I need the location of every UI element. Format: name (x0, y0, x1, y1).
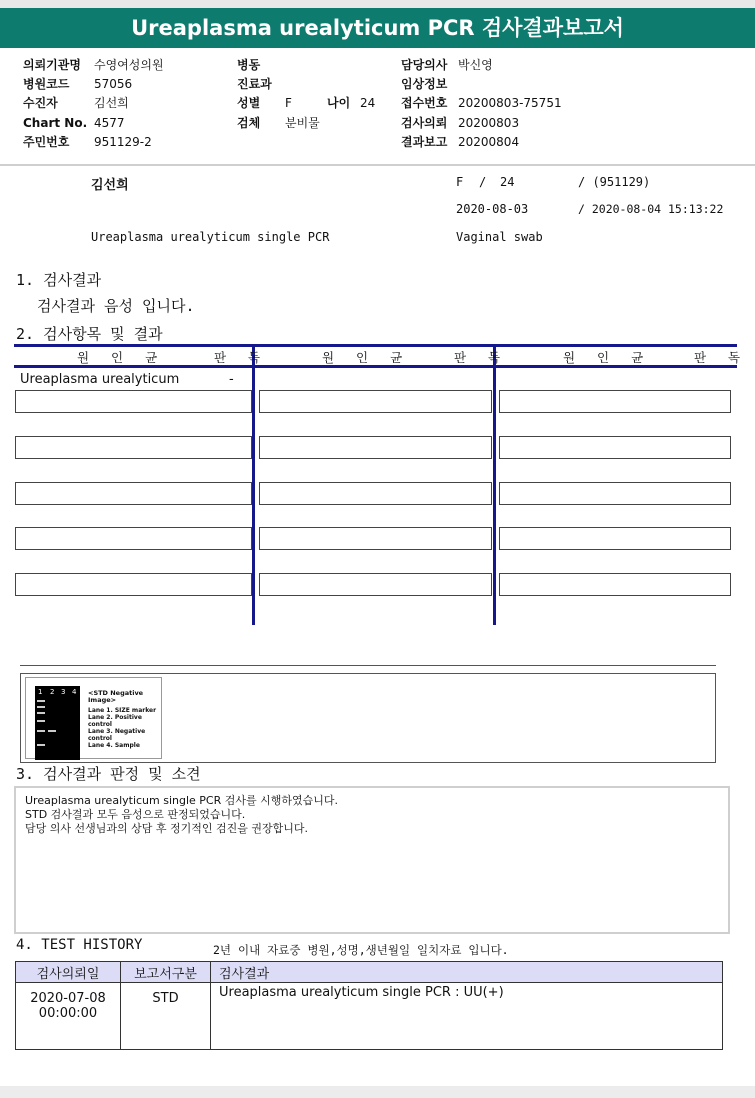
col-judgement-2: 판 독 (454, 350, 510, 365)
value-doctor: 박신영 (458, 58, 493, 72)
label-hospital-code: 병원코드 (23, 77, 70, 92)
label-institution: 의뢰기관명 (23, 58, 81, 72)
gel-legend-item: Lane 4. Sample (88, 742, 140, 749)
value-report-date: 20200804 (458, 134, 520, 149)
history-result: Ureaplasma urealyticum single PCR : UU(+) (211, 983, 723, 1050)
summary-specimen: Vaginal swab (456, 230, 543, 244)
opinion-box (14, 786, 730, 934)
summary-age: 24 (500, 175, 515, 189)
header-col-1 (23, 56, 164, 152)
gel-image-box (20, 673, 716, 763)
result-cell (15, 482, 252, 505)
gel-legend (88, 690, 161, 749)
results-table-divider-1 (252, 344, 255, 625)
section-2-heading: 2. 검사항목 및 결과 (16, 325, 163, 343)
result-cell (499, 482, 731, 505)
result-cell (259, 436, 492, 459)
label-sex: 성별 (237, 96, 261, 111)
value-specimen: 분비물 (285, 115, 320, 130)
gel-legend-item: Lane 1. SIZE marker (88, 707, 157, 714)
result-cell (499, 390, 731, 413)
result-cell (499, 573, 731, 596)
result-cell (15, 436, 252, 459)
table-row (16, 983, 723, 1050)
section-1-result: 검사결과 음성 입니다. (37, 297, 195, 315)
result-cell (15, 527, 252, 550)
value-institution: 수영여성의원 (94, 58, 164, 72)
value-request-date: 20200803 (458, 115, 520, 130)
header-divider (0, 164, 755, 166)
summary-request-date: 2020-08-03 (456, 202, 529, 216)
col-pathogen-2: 원 인 균 (322, 350, 412, 365)
result-judgement: - (229, 372, 234, 387)
history-table (15, 961, 723, 1050)
history-time: 00:00:00 (38, 1006, 98, 1021)
history-date: 2020-07-08 (30, 991, 106, 1006)
label-patient: 수진자 (23, 96, 58, 111)
opinion-line: 담당 의사 선생님과의 상담 후 정기적인 검진을 권장합니다. (25, 822, 308, 835)
value-receipt-no: 20200803-75751 (458, 96, 562, 111)
result-cell (499, 436, 731, 459)
history-type: STD (121, 983, 211, 1050)
col-judgement-1: 판 독 (214, 350, 270, 365)
summary-report-datetime: / 2020-08-04 15:13:22 (578, 202, 724, 216)
value-resident-no: 951129-2 (94, 134, 152, 149)
col-pathogen-1: 원 인 균 (77, 350, 167, 365)
header-col-2 (237, 56, 375, 133)
top-strip (0, 0, 755, 8)
opinion-line: Ureaplasma urealyticum single PCR 검사를 시행하였습니다. (25, 794, 338, 807)
label-resident-no: 주민번호 (23, 134, 70, 149)
result-cell (259, 390, 492, 413)
image-top-rule (20, 665, 716, 666)
result-cell (259, 527, 492, 550)
lane-number: 2 (50, 688, 55, 696)
history-note: 2년 이내 자료중 병원,성명,생년월일 일치자료 입니다. (213, 943, 509, 957)
summary-birth: / (951129) (578, 175, 651, 189)
gel-title: <STD Negative Image> (88, 689, 144, 704)
col-judgement-3: 판 독 (694, 350, 750, 365)
value-chart-no: 4577 (94, 115, 125, 130)
section-3-heading: 3. 검사결과 판정 및 소견 (16, 765, 201, 783)
gel-image (25, 677, 162, 759)
label-specimen: 검체 (237, 115, 261, 130)
gel-legend-item: Lane 3. Negative control (88, 728, 146, 742)
summary-name: 김선희 (91, 178, 129, 193)
label-ward: 병동 (237, 58, 261, 72)
summary-test-name: Ureaplasma urealyticum single PCR (91, 230, 330, 244)
result-pathogen: Ureaplasma urealyticum (20, 372, 180, 387)
history-col-result: 검사결과 (211, 962, 723, 983)
results-table-divider-2 (493, 344, 496, 625)
header-col-3 (401, 56, 562, 152)
label-request-date: 검사의뢰 (401, 115, 448, 130)
history-col-date: 검사의뢰일 (16, 962, 121, 983)
lane-number: 3 (61, 688, 66, 696)
results-table-top-rule (14, 344, 737, 347)
gel-photo (35, 686, 80, 760)
label-report-date: 결과보고 (401, 134, 448, 149)
opinion-line: STD 검사결과 모두 음성으로 판정되었습니다. (25, 808, 246, 821)
value-sex: F (285, 96, 292, 111)
label-chart-no: Chart No. (23, 115, 88, 130)
label-receipt-no: 접수번호 (401, 96, 448, 111)
history-col-type: 보고서구분 (121, 962, 211, 983)
summary-slash: / (479, 175, 487, 189)
value-age: 24 (360, 96, 376, 111)
label-doctor: 담당의사 (401, 58, 448, 72)
value-patient: 김선희 (94, 96, 129, 111)
value-hospital-code: 57056 (94, 77, 133, 92)
lane-number: 1 (38, 688, 43, 696)
label-clinical-info: 임상정보 (401, 77, 448, 92)
gel-legend-item: Lane 2. Positive control (88, 714, 142, 728)
result-cell (15, 573, 252, 596)
history-date-cell (16, 983, 121, 1050)
result-cell (15, 390, 252, 413)
label-department: 진료과 (237, 77, 272, 92)
report-title: Ureaplasma urealyticum PCR 검사결과보고서 (0, 8, 755, 48)
section-1-heading: 1. 검사결과 (16, 271, 102, 289)
bottom-strip (0, 1086, 755, 1098)
lane-number: 4 (72, 688, 77, 696)
col-pathogen-3: 원 인 균 (563, 350, 653, 365)
result-cell (259, 573, 492, 596)
section-4-heading: 4. TEST HISTORY (16, 937, 143, 953)
result-cell (499, 527, 731, 550)
summary-sex: F (456, 175, 464, 189)
label-age: 나이 (327, 96, 351, 111)
result-cell (259, 482, 492, 505)
